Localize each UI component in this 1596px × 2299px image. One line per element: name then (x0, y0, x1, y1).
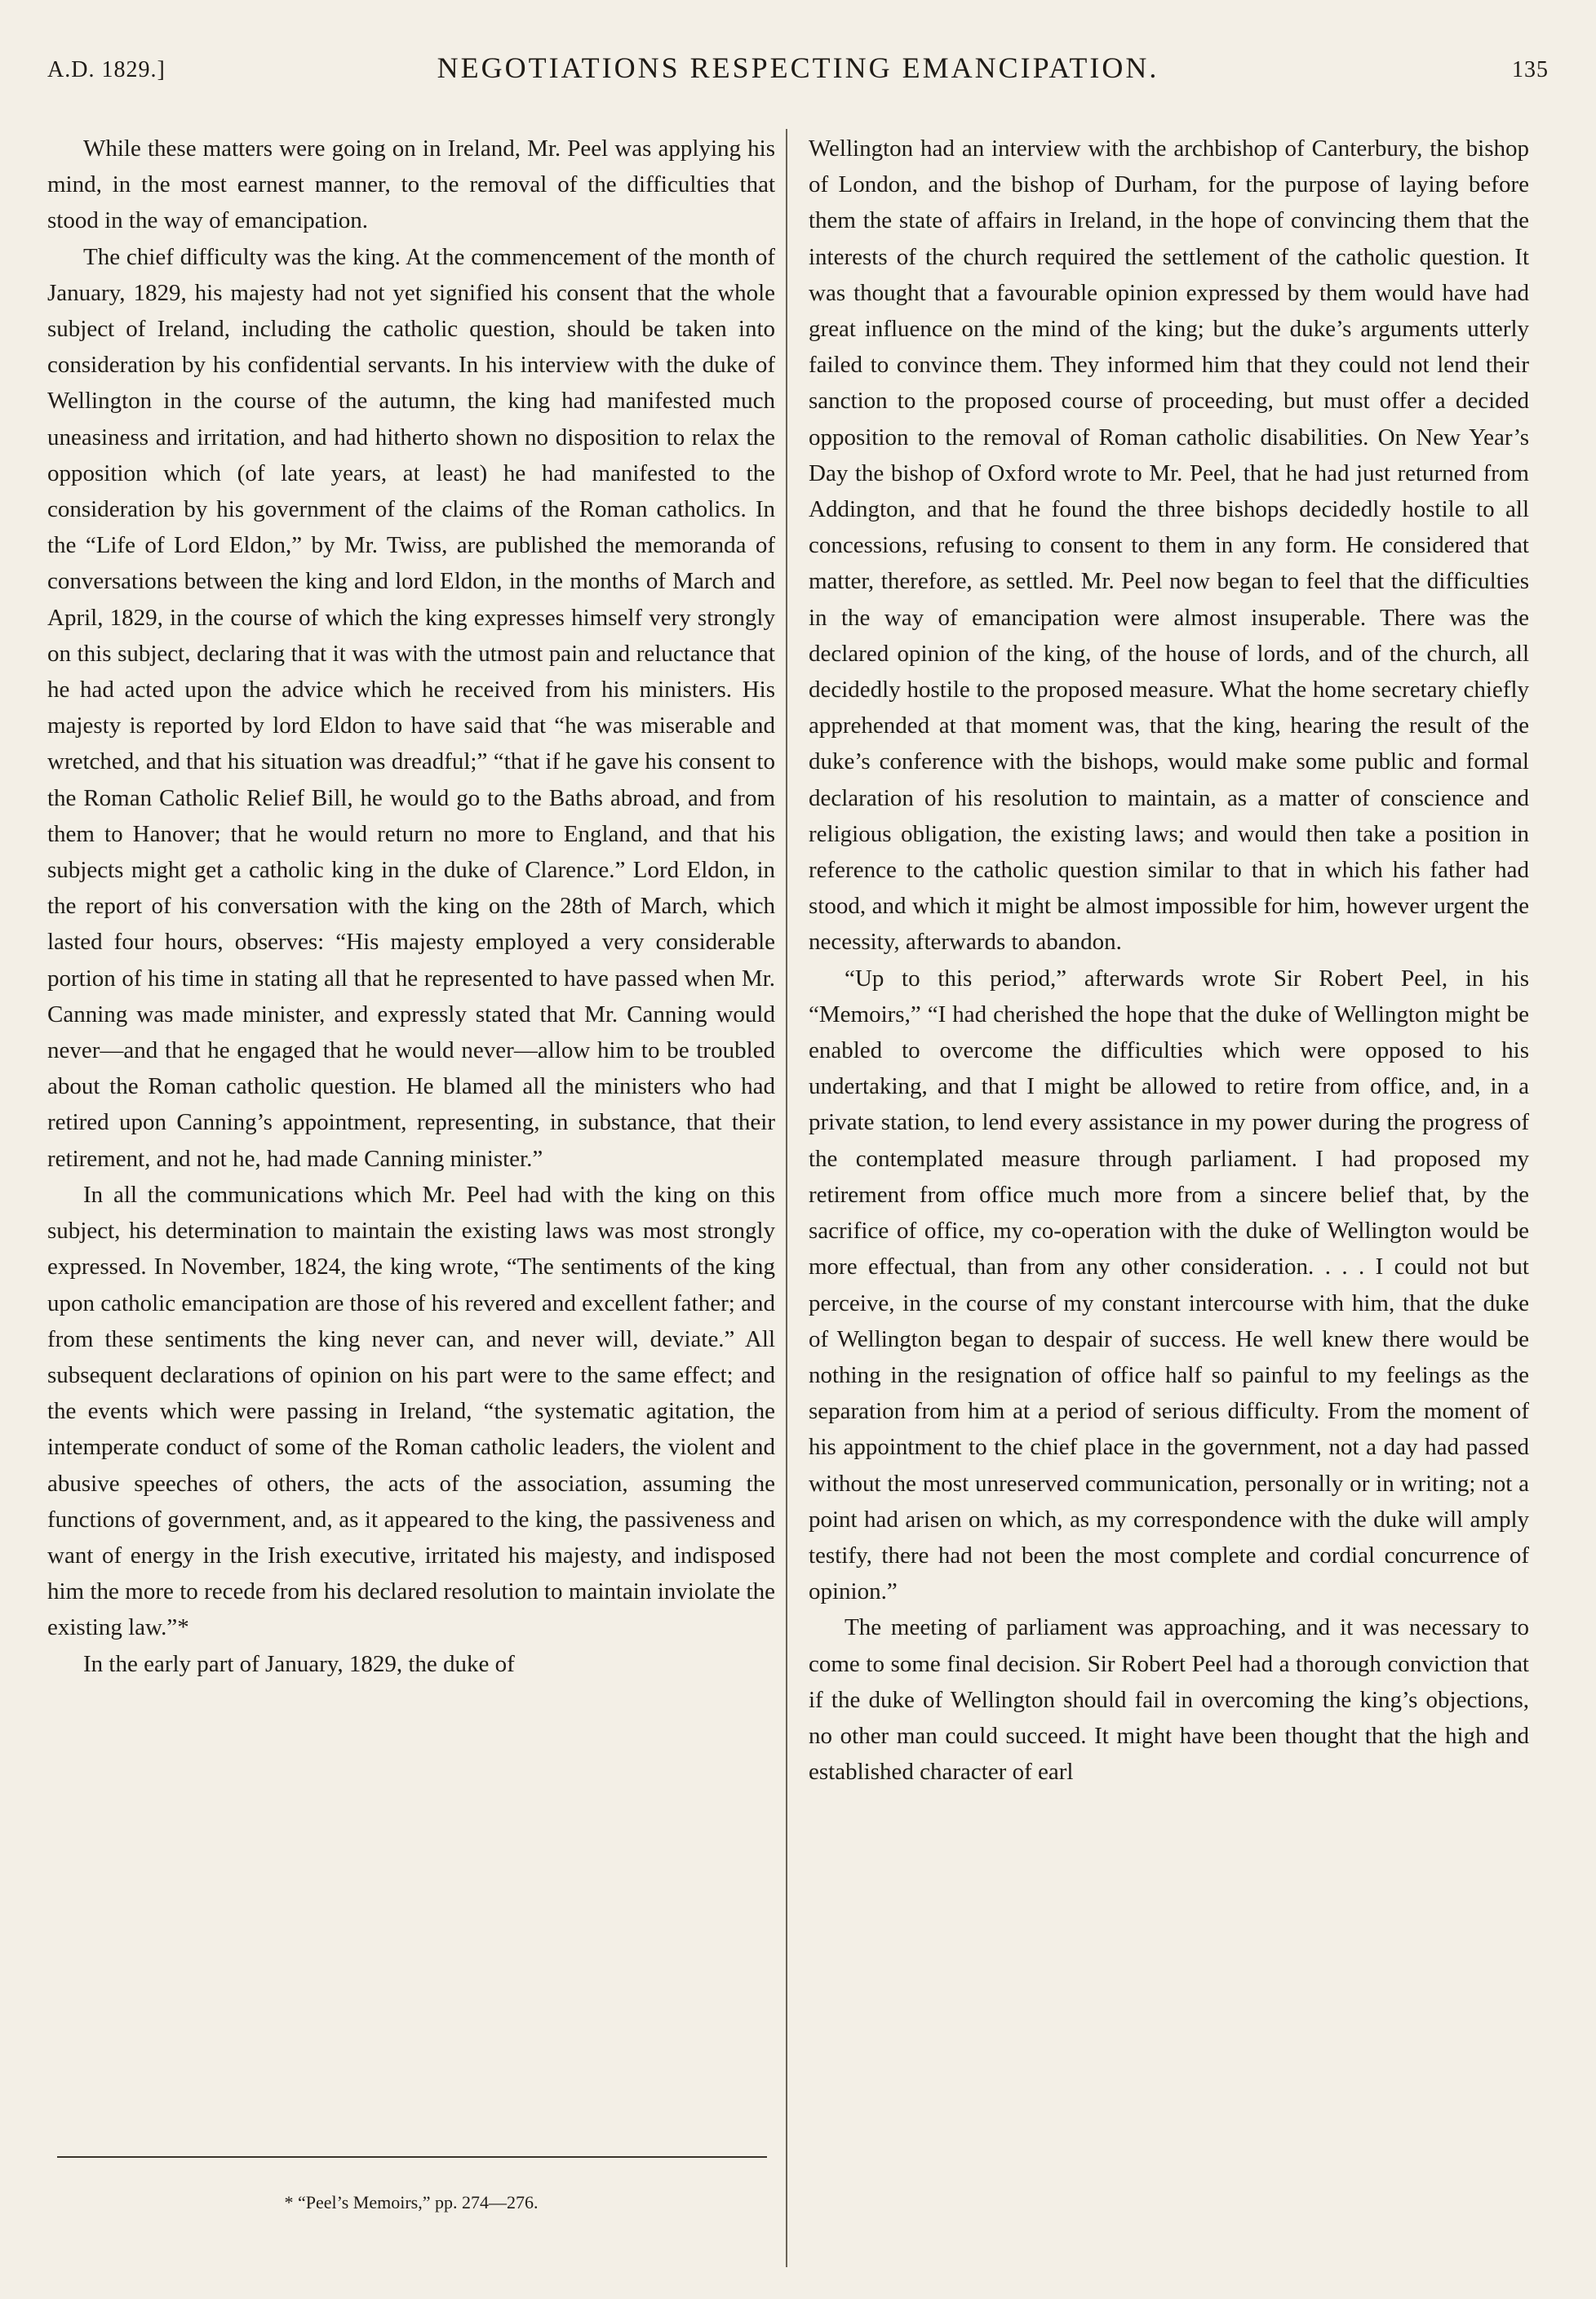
footnote: * “Peel’s Memoirs,” pp. 274—276. (284, 2192, 539, 2212)
footnote-rule (57, 2156, 767, 2158)
paragraph: The chief difficulty was the king. At the commencement of the month of January, 1829, his majesty had not yet signified his consent that the whole subject of Ireland, including the catholic question, should be taken into consideration by his confidential servants. In his interview with the duke of Wellington in the course of the autumn, the king had manifested much uneasiness and irritation, and had hitherto shown no disposition to relax the opposition which (of late years, at least) he had manifested to the consideration by his government of the claims of the Roman catholics. In the “Life of Lord Eldon,” by Mr. Twiss, are published the memoranda of conversations between the king and lord Eldon, in the months of March and April, 1829, in the course of which the king expresses himself very strongly on this subject, declaring that it was with the utmost pain and reluctance that he had acted upon the advice which he received from his ministers. His majesty is reported by lord Eldon to have said that “he was miserable and wretched, and that his situation was dreadful;” “that if he gave his consent to the Roman Catholic Relief Bill, he would go to the Baths abroad, and from them to Hanover; that he would return no more to England, and that his subjects might get a catholic king in the duke of Clarence.” Lord Eldon, in the report of his conversation with the king on the 28th of March, which lasted four hours, observes: “His majesty employed a very considerable portion of his time in stating all that he represented to have passed when Mr. Canning was made minister, and expressly stated that Mr. Canning would never—and that he engaged that he would never—allow him to be troubled about the Roman catholic question. He blamed all the ministers who had retired upon Canning’s appointment, representing, in substance, that their retirement, and not he, had made Canning minister.” (47, 243, 775, 1172)
paragraph: “Up to this period,” afterwards wrote Sir Robert Peel, in his “Memoirs,” “I had cherished the hope that the duke of Wellington might be enabled to overcome the difficulties which were opposed to his undertaking, and that I might be allowed to retire from office, and, in a private station, to lend every assistance in my power during the progress of the contemplated measure through parliament. I had proposed my retirement from office much more from a sincere belief that, by the sacrifice of office, my co-operation with the duke of Wellington would be more effectual, than from any other consideration. . . . I could not but perceive, in the course of my constant intercourse with him, that the duke of Wellington began to despair of success. He well knew there would be nothing in the resignation of office half so painful to my feelings as the separation from him at a period of serious difficulty. From the moment of his appointment to the chief place in the government, not a day had passed without the most unreserved communication, personally or in writing; not a point had arisen on which, as my correspondence with the duke will amply testify, there had not been the most complete and cordial concurrence of opinion.” (809, 965, 1529, 1605)
running-head (47, 51, 1549, 88)
running-head-date: A.D. 1829.] (47, 57, 166, 82)
paragraph: The meeting of parliament was approaching, and it was necessary to come to some final decision. Sir Robert Peel had a thorough conviction that if the duke of Wellington should fail in overcoming the king’s objections, no other man could succeed. It might have been thought that the high and established character of earl (809, 1614, 1529, 1786)
page-number: 135 (1512, 57, 1549, 82)
paragraph: In all the communications which Mr. Peel had with the king on this subject, his determination to maintain the existing laws was most strongly expressed. In November, 1824, the king wrote, “The sentiments of the king upon catholic emancipation are those of his revered and excellent father; and from these sentiments the king never can, and never will, deviate.” All subsequent declarations of opinion on his part were to the same effect; and the events which were passing in Ireland, “the systematic agitation, the intemperate conduct of some of the Roman catholic leaders, the violent and abusive speeches of others, the acts of the association, assuming the functions of government, and, as it appeared to the king, the passiveness and want of energy in the Irish executive, irritated his majesty, and indisposed him the more to recede from his declared resolution to maintain inviolate the existing law.”* (47, 1181, 775, 1641)
left-column (47, 131, 775, 2130)
paragraph: Wellington had an interview with the archbishop of Canterbury, the bishop of London, and the bishop of Durham, for the purpose of laying before them the state of affairs in Ireland, in the hope of convincing them that the interests of the church required the settlement of the catholic question. It was thought that a favourable opinion expressed by them would have had great influence on the mind of the king; but the duke’s arguments utterly failed to convince them. They informed him that they could not lend their sanction to the proposed course of proceeding, but must offer a decided opposition to the removal of Roman catholic disabilities. On New Year’s Day the bishop of Oxford wrote to Mr. Peel, that he had just returned from Addington, and that he found the three bishops decidedly hostile to all concessions, refusing to consent to them in any form. He considered that matter, therefore, as settled. Mr. Peel now began to feel that the difficulties in the way of emancipation were almost insuperable. There was the declared opinion of the king, of the house of lords, and of the church, all decidedly hostile to the proposed measure. What the home secretary chiefly apprehended at that moment was, that the king, hearing the result of the duke’s conference with the bishops, would make some public and formal declaration of his resolution to maintain, as a matter of conscience and religious obligation, the existing laws; and would then take a position in reference to the catholic question similar to that in which his father had stood, and which it might be almost impossible for him, however urgent the necessity, afterwards to abandon. (809, 135, 1529, 956)
right-column (794, 131, 1529, 2130)
running-head-title: NEGOTIATIONS RESPECTING EMANCIPATION. (437, 51, 1159, 84)
paragraph: While these matters were going on in Ireland, Mr. Peel was applying his mind, in the most earnest manner, to the removal of the difficulties that stood in the way of emancipation. (47, 135, 775, 234)
column-divider (786, 129, 787, 2267)
paragraph: In the early part of January, 1829, the duke of (83, 1650, 515, 1677)
